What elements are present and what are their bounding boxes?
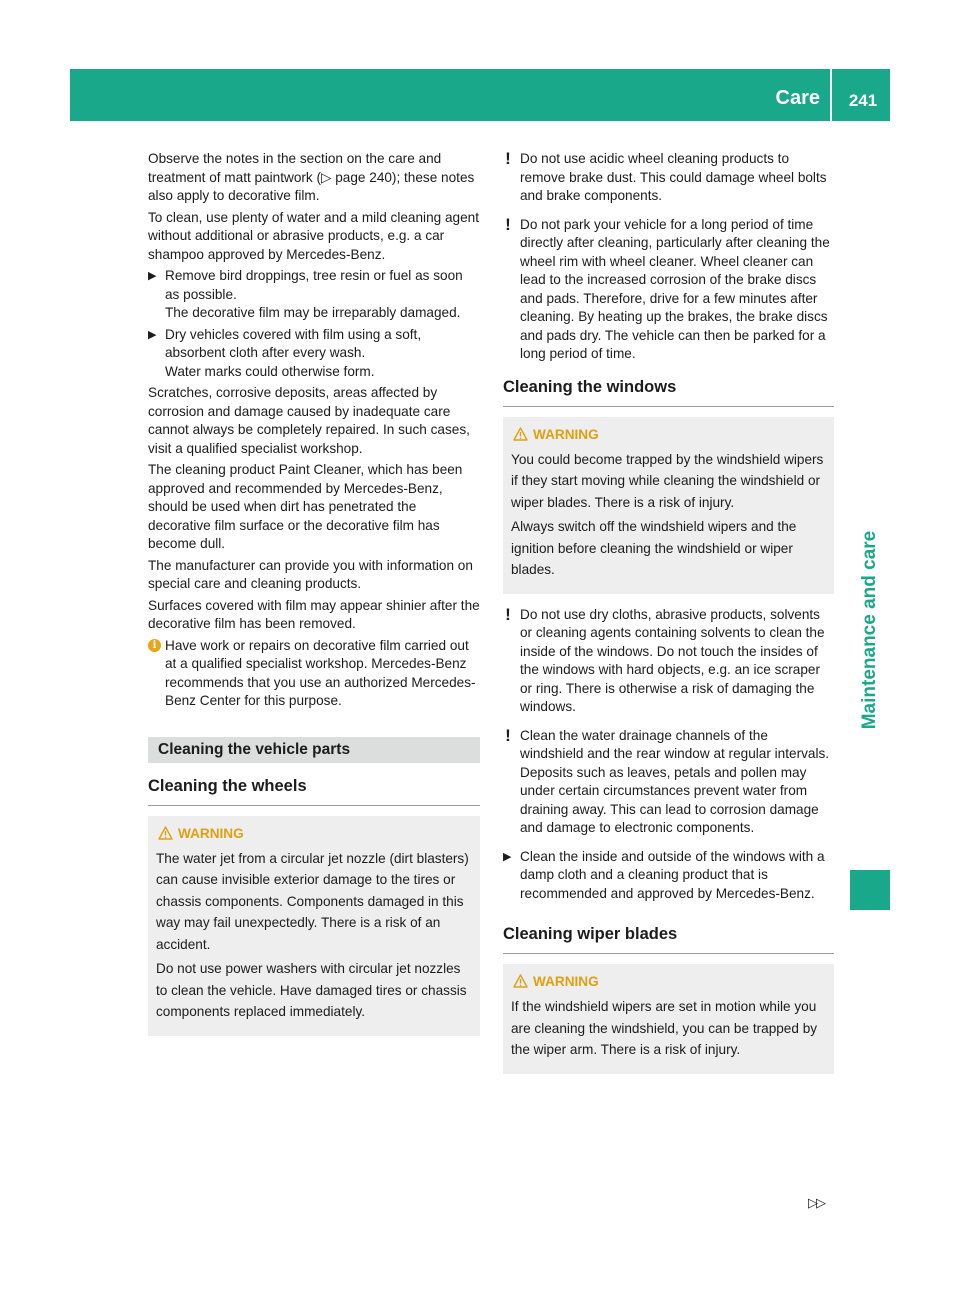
caution-note <box>503 727 834 838</box>
warning-label: WARNING <box>178 825 244 841</box>
right-column <box>503 150 834 1086</box>
warning-text: The water jet from a circular jet nozzle (dirt blasters) can cause invisible exterior damage to the tires or chassis components. Components damaged in this way may fail unexpectedly. There is a risk of an accident. <box>156 850 469 952</box>
warning-box <box>503 964 834 1074</box>
paragraph: Observe the notes in the section on the care and treatment of matt paintwork (▷ page 240); these notes also apply to decorative film. <box>148 151 475 203</box>
paragraph: The cleaning product Paint Cleaner, which has been approved and recommended by Mercedes-Benz, should be used when dirt has penetrated the decorative film surface or the decorative film has become dull. <box>148 462 463 551</box>
warning-triangle-icon <box>158 826 173 840</box>
exclamation-icon: ! <box>505 214 511 234</box>
caution-text: Clean the water drainage channels of the windshield and the rear window at regular intervals. Deposits such as leaves, petals and pollen may under certain circumstances prevent water from draining away. This can lead to corrosion damage and damage to electronic components. <box>520 727 830 835</box>
continue-arrows-icon: ▷▷ <box>808 1195 824 1210</box>
page-number: 241 <box>848 91 878 110</box>
warning-box <box>148 816 480 1036</box>
paragraph: The manufacturer can provide you with information on special care and cleaning products. <box>148 557 473 591</box>
list-item <box>148 267 480 323</box>
section-title: Cleaning the vehicle parts <box>148 737 480 763</box>
exclamation-icon: ! <box>505 604 511 624</box>
caution-text: Do not use dry cloths, abrasive products, solvents or cleaning agents containing solvents to clean the inside of the windows. Do not touch the insides of the windows with hard objects, e.g. an ice scraper or ring. There is otherwise a risk of damaging the windows. <box>520 606 825 714</box>
info-icon: i <box>148 639 161 652</box>
heading-cleaning-wheels: Cleaning the wheels <box>148 775 480 806</box>
caution-note <box>503 606 834 717</box>
info-note-text: Have work or repairs on decorative film carried out at a qualified specialist workshop. Mercedes-Benz recommends that you use an authorized Mercedes-Benz Center for this purpose. <box>165 637 476 708</box>
caution-note <box>503 150 834 206</box>
list-item-subtext: The decorative film may be irreparably damaged. <box>165 305 461 320</box>
list-item <box>148 326 480 382</box>
warning-text: Do not use power washers with circular jet nozzles to clean the vehicle. Have damaged tires or chassis components replaced immediately. <box>156 961 467 1019</box>
heading-cleaning-windows: Cleaning the windows <box>503 376 834 407</box>
paragraph: Surfaces covered with film may appear shinier after the decorative film has been removed. <box>148 597 480 631</box>
caution-text: Do not park your vehicle for a long period of time directly after cleaning, particularly after cleaning the wheel rim with wheel cleaner. Wheel cleaner can lead to the increased corrosion of the brake discs and pads. Therefore, drive for a few minutes after cleaning. By heating up the brakes, the brake discs and pads dry. The vehicle can then be parked for a long period of time. <box>520 216 830 361</box>
warning-label: WARNING <box>533 426 599 442</box>
side-tab-label: Maintenance and care <box>859 530 880 730</box>
side-tab-marker <box>850 870 890 910</box>
paragraph: Scratches, corrosive deposits, areas affected by corrosion and damage caused by inadequate care cannot always be completely repaired. In such cases, visit a qualified specialist workshop. <box>148 385 470 456</box>
warning-header <box>511 972 826 992</box>
warning-label: WARNING <box>533 974 599 989</box>
side-tab <box>850 430 890 830</box>
warning-box <box>503 417 834 594</box>
warning-header <box>156 824 472 844</box>
caution-text: Do not use acidic wheel cleaning products to remove brake dust. This could damage wheel bolts and brake components. <box>520 151 827 203</box>
caution-note <box>503 216 834 364</box>
list-item <box>503 848 834 904</box>
paragraph: To clean, use plenty of water and a mild cleaning agent without additional or abrasive products, e.g. a car shampoo approved by Mercedes-Benz. <box>148 209 479 262</box>
warning-text: If the windshield wipers are set in motion while you are cleaning the windshield, you can be trapped by the wiper arm. There is a risk of injury. <box>511 999 818 1057</box>
list-item-subtext: Water marks could otherwise form. <box>165 363 375 379</box>
bullet-arrow-icon: ▶ <box>503 850 512 863</box>
bullet-arrow-icon: ▶ <box>148 328 157 341</box>
list-item-text: Remove bird droppings, tree resin or fuel as soon as possible. <box>165 268 463 302</box>
list-item-text: Clean the inside and outside of the windows with a damp cloth and a cleaning product that is recommended and approved by Mercedes-Benz. <box>520 848 825 901</box>
info-note <box>148 637 480 711</box>
left-column <box>148 150 480 1048</box>
warning-triangle-icon <box>513 974 528 988</box>
heading-cleaning-wipers: Cleaning wiper blades <box>503 923 834 954</box>
header-separator <box>830 69 832 121</box>
warning-header <box>511 425 826 445</box>
exclamation-icon: ! <box>505 725 511 745</box>
exclamation-icon: ! <box>505 149 511 168</box>
chapter-title: Care <box>775 87 820 109</box>
warning-triangle-icon <box>513 427 528 441</box>
warning-text: You could become trapped by the windshield wipers if they start moving while cleaning the windshield or wiper blades. There is a risk of injury. <box>511 451 824 510</box>
warning-text: Always switch off the windshield wipers and the ignition before cleaning the windshield or wiper blades. <box>511 519 797 577</box>
list-item-text: Dry vehicles covered with film using a soft, absorbent cloth after every wash. <box>165 326 422 360</box>
bullet-arrow-icon: ▶ <box>148 270 157 282</box>
